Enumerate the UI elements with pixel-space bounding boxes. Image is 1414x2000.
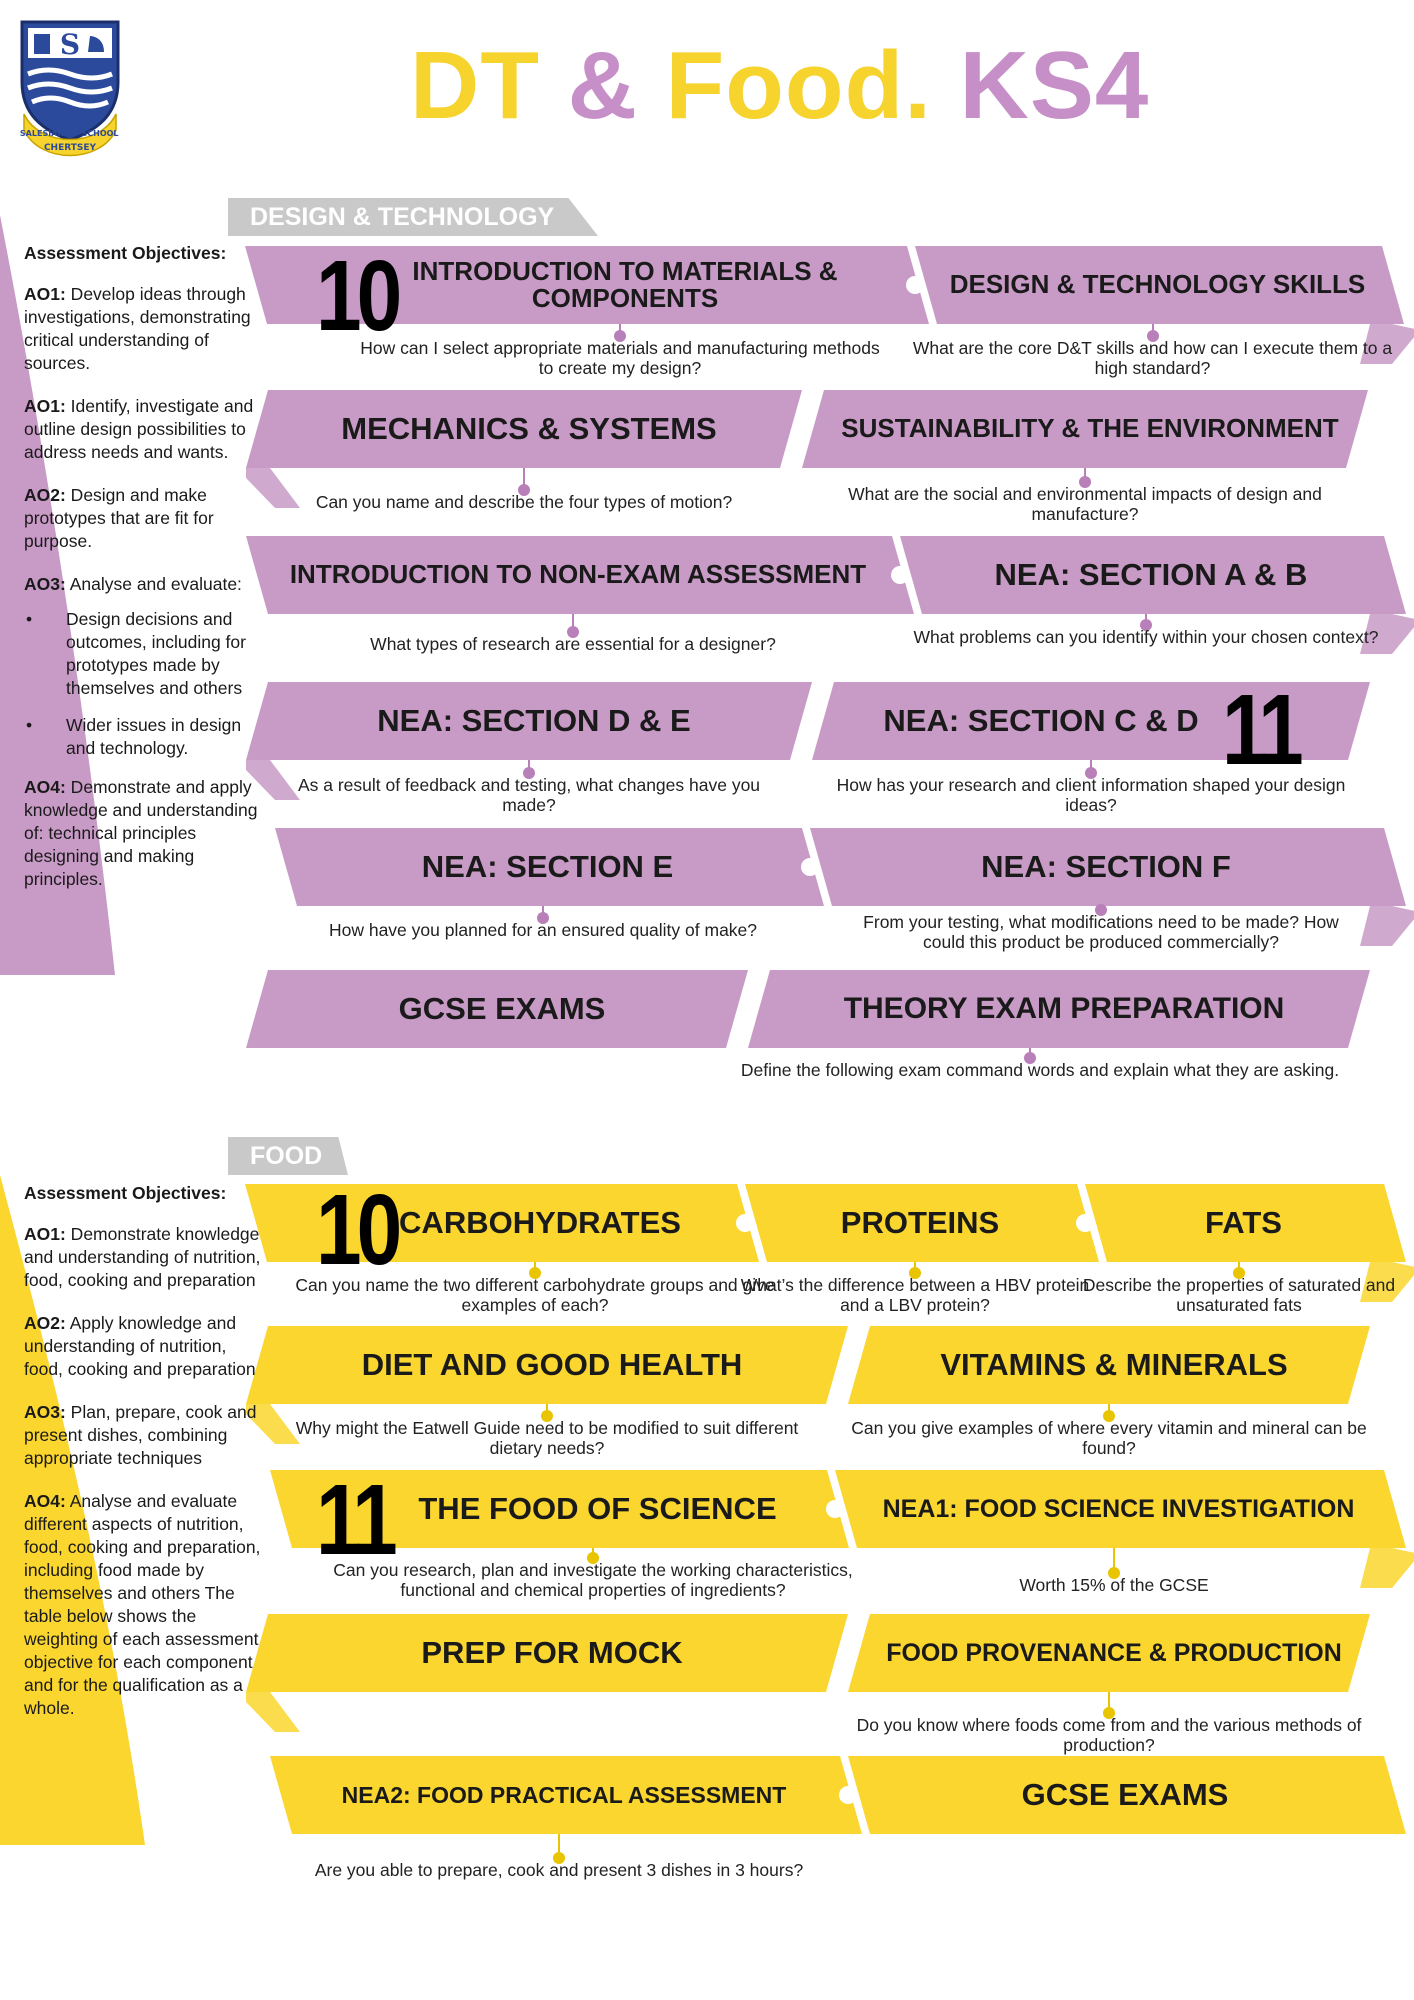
food-topic-title: THE FOOD OF SCIENCE bbox=[418, 1490, 777, 1526]
dt-topic-title: MECHANICS & SYSTEMS bbox=[341, 410, 717, 446]
dt-topic-title: NEA: SECTION F bbox=[981, 848, 1231, 884]
food-topic-question: Can you research, plan and investigate the working characteristics, functional and chemical properties of ingredients? bbox=[333, 1560, 853, 1600]
food-topic-title: DIET AND GOOD HEALTH bbox=[361, 1346, 743, 1382]
dt-topic-question: What types of research are essential for a designer? bbox=[370, 634, 776, 654]
food-topic-question: Describe the properties of saturated and unsaturated fats bbox=[1082, 1275, 1396, 1315]
food-topic-question: Can you name the two different carbohydrate groups and give examples of each? bbox=[295, 1275, 775, 1315]
dt-topic-question: Can you name and describe the four types of motion? bbox=[315, 492, 733, 512]
food-topic-title: GCSE EXAMS bbox=[1021, 1776, 1229, 1812]
food-topic-title: NEA2: FOOD PRACTICAL ASSESSMENT bbox=[341, 1781, 787, 1808]
dt-topic-title: NEA: SECTION E bbox=[421, 848, 674, 884]
puzzle-notch bbox=[906, 276, 924, 294]
svg-text:SALESIAN: SALESIAN bbox=[19, 129, 65, 138]
school-crest-logo bbox=[18, 18, 122, 164]
dt-topic-title: GCSE EXAMS bbox=[398, 990, 606, 1026]
puzzle-notch bbox=[801, 858, 819, 876]
dt-assessment-objectives: Assessment Objectives: AO1: Develop ideas through investigations, demonstrating critical understanding of sources. AO1: Identify, investigate and outline design possibilities to address needs and wants. AO2: Design and make prototypes that are fit for purpose. AO3: Analyse and evaluate: • Design decisions and outcomes, including for prototypes made by themselves and others • Wider issues in design and technology. AO4: Demonstrate and apply knowledge and understanding of: technical principles designing and making principles. bbox=[24, 242, 262, 911]
title-dt: DT bbox=[410, 32, 568, 139]
dt-topic-title: NEA: SECTION A & B bbox=[994, 556, 1308, 592]
food-year-11: 11 bbox=[316, 1464, 393, 1576]
dt-topic-title: NEA: SECTION C & D bbox=[883, 702, 1199, 738]
food-topic-title: FATS bbox=[1205, 1204, 1282, 1240]
dt-topic-title: DESIGN & TECHNOLOGY SKILLS bbox=[949, 269, 1366, 300]
puzzle-notch bbox=[839, 1356, 857, 1374]
puzzle-notch bbox=[839, 1644, 857, 1662]
puzzle-notch bbox=[739, 1000, 757, 1018]
title-food: Food. bbox=[637, 32, 932, 139]
dt-year-11: 11 bbox=[1222, 674, 1299, 786]
crest-text: CHERTSEY bbox=[43, 143, 97, 153]
food-topic-question: Why might the Eatwell Guide need to be modified to suit different dietary needs? bbox=[295, 1418, 799, 1458]
dt-section-tag: DESIGN & TECHNOLOGY bbox=[228, 198, 620, 236]
dt-topic-question: What are the social and environmental impacts of design and manufacture? bbox=[848, 484, 1322, 524]
food-topic-question: What’s the difference between a HBV protein and a LBV protein? bbox=[740, 1275, 1090, 1315]
puzzle-notch bbox=[839, 1786, 857, 1804]
dt-topic-question: From your testing, what modifications need to be made? How could this product be produced commercially? bbox=[863, 912, 1339, 952]
food-assessment-objectives: Assessment Objectives: AO1: Demonstrate knowledge and understanding of nutrition, food, cooking and preparation AO2: Apply knowledge and understanding of nutrition, food, cooking and preparation AO3: Plan, prepare, cook and present dishes, combining appropriate techniques AO4: Analyse and evaluate different aspects of nutrition, food, cooking and preparation, including food made by themselves and others The table below shows the weighting of each assessment objective for each component and for the qualification as a whole. bbox=[24, 1183, 261, 1718]
svg-text:SCHOOL: SCHOOL bbox=[81, 129, 119, 138]
puzzle-notch bbox=[736, 1214, 754, 1232]
dt-topic-question: Define the following exam command words and explain what they are asking. bbox=[740, 1060, 1340, 1080]
food-section-tag: FOOD bbox=[228, 1137, 370, 1175]
puzzle-notch bbox=[891, 566, 909, 584]
ao3-bullet-list bbox=[24, 608, 262, 760]
puzzle-notch bbox=[826, 1500, 844, 1518]
food-topic-title: PROTEINS bbox=[840, 1204, 1000, 1240]
food-topic-title: FOOD PROVENANCE & PRODUCTION bbox=[886, 1638, 1342, 1667]
dt-topic-question: What problems can you identify within your chosen context? bbox=[913, 627, 1379, 647]
food-year-10: 10 bbox=[316, 1174, 398, 1286]
food-topic-title: CARBOHYDRATES bbox=[399, 1204, 681, 1240]
food-topic-title: VITAMINS & MINERALS bbox=[940, 1346, 1288, 1382]
dt-topic-title: NEA: SECTION D & E bbox=[377, 702, 691, 738]
dt-topic-title: THEORY EXAM PREPARATION bbox=[843, 992, 1285, 1026]
puzzle-notch bbox=[1076, 1214, 1094, 1232]
dt-topic-question: How have you planned for an ensured quality of make? bbox=[328, 920, 758, 940]
dt-topic-question: How has your research and client information shaped your design ideas? bbox=[836, 775, 1346, 815]
food-topic-question: Are you able to prepare, cook and present 3 dishes in 3 hours? bbox=[314, 1860, 804, 1880]
food-topic-question: Can you give examples of where every vitamin and mineral can be found? bbox=[851, 1418, 1367, 1458]
food-topic-title: PREP FOR MOCK bbox=[421, 1634, 683, 1670]
page-title bbox=[410, 32, 1170, 139]
food-topic-question: Do you know where foods come from and the various methods of production? bbox=[856, 1715, 1362, 1755]
dt-topic-title: INTRODUCTION TO NON-EXAM ASSESSMENT bbox=[289, 559, 867, 590]
food-topic-question: Worth 15% of the GCSE bbox=[1019, 1575, 1209, 1595]
dt-topic-title: SUSTAINABILITY & THE ENVIRONMENT bbox=[841, 413, 1339, 444]
dt-topic-question: As a result of feedback and testing, what changes have you made? bbox=[297, 775, 761, 815]
dt-year-10: 10 bbox=[316, 240, 398, 352]
dt-topic-question: What are the core D&T skills and how can I execute them to a high standard? bbox=[912, 338, 1393, 378]
band-turn-arrow bbox=[1360, 906, 1414, 946]
dt-topic-title: INTRODUCTION TO MATERIALS & COMPONENTS bbox=[412, 255, 838, 313]
puzzle-notch bbox=[793, 420, 811, 438]
dt-topic-question: How can I select appropriate materials and manufacturing methods to create my design? bbox=[360, 338, 880, 378]
food-topic-title: NEA1: FOOD SCIENCE INVESTIGATION bbox=[882, 1494, 1355, 1523]
title-ks4: KS4 bbox=[931, 32, 1150, 139]
puzzle-notch bbox=[803, 712, 821, 730]
svg-text:S: S bbox=[59, 28, 81, 61]
title-amp: & bbox=[567, 32, 638, 139]
list-item: • Design decisions and outcomes, including for prototypes made by themselves and others bbox=[24, 608, 262, 700]
list-item: • Wider issues in design and technology. bbox=[24, 714, 262, 760]
